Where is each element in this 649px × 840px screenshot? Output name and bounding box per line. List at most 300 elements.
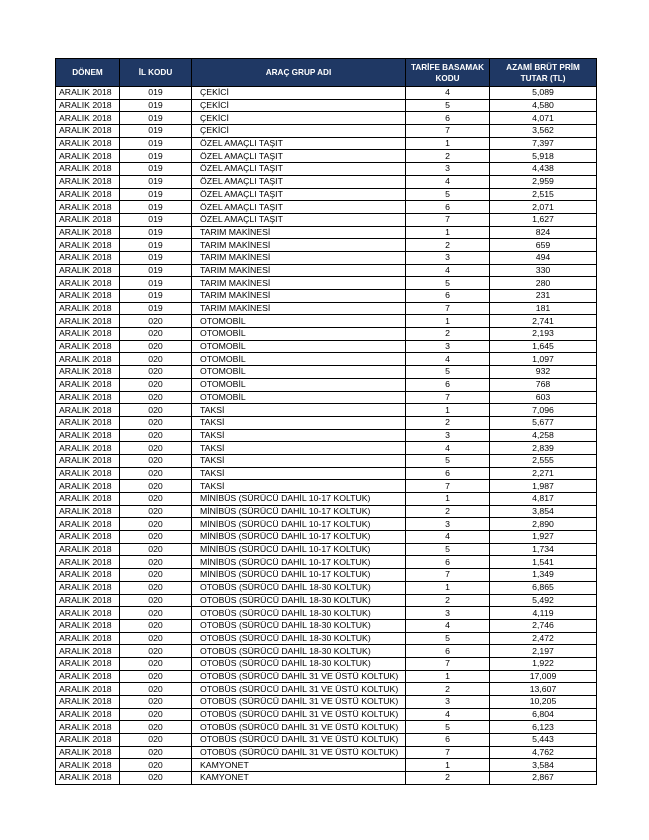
cell-il-kodu: 019 — [120, 239, 192, 252]
cell-tarife-basamak-kodu: 4 — [406, 264, 490, 277]
cell-tarife-basamak-kodu: 7 — [406, 480, 490, 493]
cell-azami-brut-prim-tutar: 603 — [490, 391, 597, 404]
cell-il-kodu: 020 — [120, 467, 192, 480]
cell-azami-brut-prim-tutar: 4,071 — [490, 112, 597, 125]
cell-azami-brut-prim-tutar: 5,918 — [490, 150, 597, 163]
cell-azami-brut-prim-tutar: 4,580 — [490, 99, 597, 112]
table-row — [56, 391, 597, 404]
table-row — [56, 670, 597, 683]
cell-arac-grup-adi: OTOBÜS (SÜRÜCÜ DAHİL 31 VE ÜSTÜ KOLTUK) — [192, 734, 406, 747]
table-row — [56, 429, 597, 442]
cell-donem: ARALIK 2018 — [56, 480, 120, 493]
cell-azami-brut-prim-tutar: 3,854 — [490, 505, 597, 518]
cell-donem: ARALIK 2018 — [56, 683, 120, 696]
cell-donem: ARALIK 2018 — [56, 112, 120, 125]
cell-il-kodu: 020 — [120, 454, 192, 467]
table-row — [56, 175, 597, 188]
cell-arac-grup-adi: TARIM MAKİNESİ — [192, 239, 406, 252]
cell-donem: ARALIK 2018 — [56, 569, 120, 582]
table-row — [56, 302, 597, 315]
cell-donem: ARALIK 2018 — [56, 493, 120, 506]
cell-il-kodu: 019 — [120, 188, 192, 201]
cell-donem: ARALIK 2018 — [56, 442, 120, 455]
cell-il-kodu: 020 — [120, 759, 192, 772]
cell-azami-brut-prim-tutar: 2,193 — [490, 328, 597, 341]
cell-donem: ARALIK 2018 — [56, 734, 120, 747]
table-row — [56, 657, 597, 670]
cell-arac-grup-adi: MİNİBÜS (SÜRÜCÜ DAHİL 10-17 KOLTUK) — [192, 569, 406, 582]
table-row — [56, 746, 597, 759]
cell-arac-grup-adi: OTOMOBİL — [192, 315, 406, 328]
cell-arac-grup-adi: ÖZEL AMAÇLI TAŞIT — [192, 137, 406, 150]
cell-azami-brut-prim-tutar: 2,959 — [490, 175, 597, 188]
cell-donem: ARALIK 2018 — [56, 670, 120, 683]
cell-il-kodu: 020 — [120, 378, 192, 391]
cell-azami-brut-prim-tutar: 2,197 — [490, 645, 597, 658]
cell-tarife-basamak-kodu: 2 — [406, 683, 490, 696]
cell-donem: ARALIK 2018 — [56, 315, 120, 328]
cell-tarife-basamak-kodu: 1 — [406, 315, 490, 328]
cell-tarife-basamak-kodu: 6 — [406, 201, 490, 214]
cell-donem: ARALIK 2018 — [56, 277, 120, 290]
cell-tarife-basamak-kodu: 7 — [406, 213, 490, 226]
cell-arac-grup-adi: OTOBÜS (SÜRÜCÜ DAHİL 31 VE ÜSTÜ KOLTUK) — [192, 746, 406, 759]
cell-tarife-basamak-kodu: 6 — [406, 734, 490, 747]
cell-arac-grup-adi: OTOBÜS (SÜRÜCÜ DAHİL 31 VE ÜSTÜ KOLTUK) — [192, 708, 406, 721]
cell-arac-grup-adi: TAKSİ — [192, 429, 406, 442]
cell-tarife-basamak-kodu: 5 — [406, 99, 490, 112]
cell-il-kodu: 019 — [120, 125, 192, 138]
cell-azami-brut-prim-tutar: 1,627 — [490, 213, 597, 226]
cell-tarife-basamak-kodu: 1 — [406, 670, 490, 683]
table-row — [56, 264, 597, 277]
cell-tarife-basamak-kodu: 2 — [406, 416, 490, 429]
cell-azami-brut-prim-tutar: 1,645 — [490, 340, 597, 353]
table-row — [56, 594, 597, 607]
cell-donem: ARALIK 2018 — [56, 505, 120, 518]
cell-tarife-basamak-kodu: 5 — [406, 366, 490, 379]
table-row — [56, 137, 597, 150]
cell-il-kodu: 020 — [120, 531, 192, 544]
table-row — [56, 543, 597, 556]
cell-azami-brut-prim-tutar: 6,123 — [490, 721, 597, 734]
cell-tarife-basamak-kodu: 3 — [406, 251, 490, 264]
cell-donem: ARALIK 2018 — [56, 213, 120, 226]
cell-tarife-basamak-kodu: 7 — [406, 302, 490, 315]
cell-azami-brut-prim-tutar: 1,541 — [490, 556, 597, 569]
cell-donem: ARALIK 2018 — [56, 99, 120, 112]
cell-azami-brut-prim-tutar: 5,089 — [490, 87, 597, 100]
cell-donem: ARALIK 2018 — [56, 391, 120, 404]
cell-il-kodu: 019 — [120, 112, 192, 125]
cell-donem: ARALIK 2018 — [56, 594, 120, 607]
cell-azami-brut-prim-tutar: 231 — [490, 290, 597, 303]
cell-tarife-basamak-kodu: 1 — [406, 226, 490, 239]
cell-donem: ARALIK 2018 — [56, 708, 120, 721]
cell-donem: ARALIK 2018 — [56, 163, 120, 176]
table-row — [56, 163, 597, 176]
table-row — [56, 353, 597, 366]
table-body — [56, 87, 597, 785]
cell-arac-grup-adi: TAKSİ — [192, 454, 406, 467]
cell-il-kodu: 019 — [120, 264, 192, 277]
header-arac-grup-adi: ARAÇ GRUP ADI — [192, 59, 406, 87]
cell-arac-grup-adi: ÖZEL AMAÇLI TAŞIT — [192, 213, 406, 226]
cell-azami-brut-prim-tutar: 330 — [490, 264, 597, 277]
table-row — [56, 340, 597, 353]
table-row — [56, 87, 597, 100]
cell-donem: ARALIK 2018 — [56, 239, 120, 252]
cell-il-kodu: 020 — [120, 607, 192, 620]
cell-donem: ARALIK 2018 — [56, 607, 120, 620]
cell-donem: ARALIK 2018 — [56, 518, 120, 531]
cell-azami-brut-prim-tutar: 2,472 — [490, 632, 597, 645]
cell-tarife-basamak-kodu: 2 — [406, 594, 490, 607]
cell-tarife-basamak-kodu: 5 — [406, 721, 490, 734]
table-row — [56, 734, 597, 747]
cell-arac-grup-adi: TAKSİ — [192, 442, 406, 455]
cell-donem: ARALIK 2018 — [56, 454, 120, 467]
cell-tarife-basamak-kodu: 3 — [406, 518, 490, 531]
cell-azami-brut-prim-tutar: 280 — [490, 277, 597, 290]
cell-arac-grup-adi: TARIM MAKİNESİ — [192, 277, 406, 290]
cell-tarife-basamak-kodu: 1 — [406, 493, 490, 506]
cell-azami-brut-prim-tutar: 181 — [490, 302, 597, 315]
cell-arac-grup-adi: TAKSİ — [192, 480, 406, 493]
cell-azami-brut-prim-tutar: 2,271 — [490, 467, 597, 480]
cell-arac-grup-adi: OTOBÜS (SÜRÜCÜ DAHİL 18-30 KOLTUK) — [192, 645, 406, 658]
table-row — [56, 150, 597, 163]
table-row — [56, 213, 597, 226]
table-row — [56, 251, 597, 264]
cell-arac-grup-adi: ÇEKİCİ — [192, 125, 406, 138]
cell-donem: ARALIK 2018 — [56, 696, 120, 709]
cell-tarife-basamak-kodu: 5 — [406, 188, 490, 201]
cell-arac-grup-adi: KAMYONET — [192, 759, 406, 772]
cell-arac-grup-adi: OTOBÜS (SÜRÜCÜ DAHİL 18-30 KOLTUK) — [192, 607, 406, 620]
table-row — [56, 480, 597, 493]
cell-azami-brut-prim-tutar: 17,009 — [490, 670, 597, 683]
table-row — [56, 366, 597, 379]
cell-azami-brut-prim-tutar: 4,438 — [490, 163, 597, 176]
cell-tarife-basamak-kodu: 7 — [406, 391, 490, 404]
cell-donem: ARALIK 2018 — [56, 378, 120, 391]
cell-donem: ARALIK 2018 — [56, 264, 120, 277]
cell-il-kodu: 020 — [120, 734, 192, 747]
cell-il-kodu: 020 — [120, 404, 192, 417]
cell-azami-brut-prim-tutar: 4,258 — [490, 429, 597, 442]
cell-azami-brut-prim-tutar: 5,443 — [490, 734, 597, 747]
cell-arac-grup-adi: OTOBÜS (SÜRÜCÜ DAHİL 31 VE ÜSTÜ KOLTUK) — [192, 696, 406, 709]
table-row — [56, 759, 597, 772]
cell-azami-brut-prim-tutar: 824 — [490, 226, 597, 239]
cell-arac-grup-adi: ÇEKİCİ — [192, 87, 406, 100]
cell-il-kodu: 020 — [120, 721, 192, 734]
table-row — [56, 493, 597, 506]
table-row — [56, 632, 597, 645]
cell-il-kodu: 020 — [120, 353, 192, 366]
cell-il-kodu: 020 — [120, 518, 192, 531]
cell-donem: ARALIK 2018 — [56, 429, 120, 442]
cell-donem: ARALIK 2018 — [56, 125, 120, 138]
table-row — [56, 226, 597, 239]
cell-donem: ARALIK 2018 — [56, 150, 120, 163]
cell-tarife-basamak-kodu: 3 — [406, 696, 490, 709]
cell-tarife-basamak-kodu: 5 — [406, 277, 490, 290]
cell-azami-brut-prim-tutar: 2,741 — [490, 315, 597, 328]
cell-donem: ARALIK 2018 — [56, 137, 120, 150]
cell-donem: ARALIK 2018 — [56, 467, 120, 480]
table-header-row — [56, 59, 597, 87]
table-row — [56, 201, 597, 214]
cell-tarife-basamak-kodu: 6 — [406, 467, 490, 480]
cell-il-kodu: 020 — [120, 391, 192, 404]
cell-tarife-basamak-kodu: 4 — [406, 175, 490, 188]
cell-tarife-basamak-kodu: 2 — [406, 772, 490, 785]
cell-tarife-basamak-kodu: 3 — [406, 340, 490, 353]
cell-donem: ARALIK 2018 — [56, 416, 120, 429]
table-row — [56, 581, 597, 594]
cell-azami-brut-prim-tutar: 4,762 — [490, 746, 597, 759]
table-row — [56, 467, 597, 480]
cell-arac-grup-adi: ÖZEL AMAÇLI TAŞIT — [192, 150, 406, 163]
cell-arac-grup-adi: OTOMOBİL — [192, 366, 406, 379]
header-donem: DÖNEM — [56, 59, 120, 87]
cell-donem: ARALIK 2018 — [56, 581, 120, 594]
cell-arac-grup-adi: OTOBÜS (SÜRÜCÜ DAHİL 18-30 KOLTUK) — [192, 581, 406, 594]
cell-azami-brut-prim-tutar: 13,607 — [490, 683, 597, 696]
table-row — [56, 239, 597, 252]
cell-il-kodu: 019 — [120, 137, 192, 150]
table-row — [56, 683, 597, 696]
table-row — [56, 442, 597, 455]
table-row — [56, 454, 597, 467]
cell-azami-brut-prim-tutar: 3,584 — [490, 759, 597, 772]
cell-tarife-basamak-kodu: 4 — [406, 619, 490, 632]
cell-donem: ARALIK 2018 — [56, 87, 120, 100]
cell-donem: ARALIK 2018 — [56, 226, 120, 239]
table-row — [56, 315, 597, 328]
cell-il-kodu: 019 — [120, 302, 192, 315]
tariff-table — [55, 58, 597, 785]
cell-arac-grup-adi: OTOBÜS (SÜRÜCÜ DAHİL 18-30 KOLTUK) — [192, 632, 406, 645]
cell-donem: ARALIK 2018 — [56, 543, 120, 556]
cell-azami-brut-prim-tutar: 1,734 — [490, 543, 597, 556]
cell-tarife-basamak-kodu: 1 — [406, 759, 490, 772]
table-row — [56, 619, 597, 632]
cell-tarife-basamak-kodu: 4 — [406, 87, 490, 100]
cell-il-kodu: 020 — [120, 569, 192, 582]
cell-tarife-basamak-kodu: 4 — [406, 353, 490, 366]
cell-il-kodu: 019 — [120, 251, 192, 264]
cell-donem: ARALIK 2018 — [56, 632, 120, 645]
cell-donem: ARALIK 2018 — [56, 619, 120, 632]
cell-azami-brut-prim-tutar: 6,804 — [490, 708, 597, 721]
cell-arac-grup-adi: TAKSİ — [192, 467, 406, 480]
cell-il-kodu: 020 — [120, 416, 192, 429]
table-row — [56, 125, 597, 138]
cell-arac-grup-adi: TARIM MAKİNESİ — [192, 251, 406, 264]
cell-il-kodu: 020 — [120, 619, 192, 632]
cell-arac-grup-adi: MİNİBÜS (SÜRÜCÜ DAHİL 10-17 KOLTUK) — [192, 556, 406, 569]
cell-il-kodu: 019 — [120, 175, 192, 188]
cell-tarife-basamak-kodu: 7 — [406, 657, 490, 670]
cell-il-kodu: 020 — [120, 645, 192, 658]
cell-azami-brut-prim-tutar: 3,562 — [490, 125, 597, 138]
cell-arac-grup-adi: ÇEKİCİ — [192, 99, 406, 112]
cell-il-kodu: 020 — [120, 670, 192, 683]
cell-azami-brut-prim-tutar: 5,677 — [490, 416, 597, 429]
cell-azami-brut-prim-tutar: 2,746 — [490, 619, 597, 632]
cell-tarife-basamak-kodu: 7 — [406, 569, 490, 582]
cell-tarife-basamak-kodu: 6 — [406, 378, 490, 391]
cell-arac-grup-adi: ÇEKİCİ — [192, 112, 406, 125]
cell-il-kodu: 020 — [120, 746, 192, 759]
cell-il-kodu: 020 — [120, 696, 192, 709]
header-il-kodu: İL KODU — [120, 59, 192, 87]
table-row — [56, 188, 597, 201]
cell-il-kodu: 019 — [120, 201, 192, 214]
cell-donem: ARALIK 2018 — [56, 175, 120, 188]
cell-arac-grup-adi: MİNİBÜS (SÜRÜCÜ DAHİL 10-17 KOLTUK) — [192, 493, 406, 506]
cell-azami-brut-prim-tutar: 7,096 — [490, 404, 597, 417]
cell-azami-brut-prim-tutar: 2,515 — [490, 188, 597, 201]
cell-il-kodu: 020 — [120, 505, 192, 518]
cell-arac-grup-adi: TARIM MAKİNESİ — [192, 302, 406, 315]
cell-tarife-basamak-kodu: 5 — [406, 543, 490, 556]
cell-donem: ARALIK 2018 — [56, 645, 120, 658]
table-row — [56, 505, 597, 518]
cell-il-kodu: 019 — [120, 277, 192, 290]
cell-arac-grup-adi: TARIM MAKİNESİ — [192, 264, 406, 277]
cell-il-kodu: 020 — [120, 315, 192, 328]
cell-azami-brut-prim-tutar: 10,205 — [490, 696, 597, 709]
cell-arac-grup-adi: OTOMOBİL — [192, 378, 406, 391]
table-row — [56, 277, 597, 290]
header-tarife-basamak-kodu: TARİFE BASAMAK KODU — [406, 59, 490, 87]
cell-arac-grup-adi: OTOMOBİL — [192, 353, 406, 366]
cell-tarife-basamak-kodu: 6 — [406, 112, 490, 125]
cell-il-kodu: 020 — [120, 594, 192, 607]
cell-il-kodu: 019 — [120, 87, 192, 100]
cell-tarife-basamak-kodu: 5 — [406, 632, 490, 645]
cell-tarife-basamak-kodu: 4 — [406, 442, 490, 455]
cell-azami-brut-prim-tutar: 6,865 — [490, 581, 597, 594]
cell-il-kodu: 020 — [120, 429, 192, 442]
cell-azami-brut-prim-tutar: 768 — [490, 378, 597, 391]
cell-tarife-basamak-kodu: 3 — [406, 607, 490, 620]
cell-donem: ARALIK 2018 — [56, 657, 120, 670]
cell-arac-grup-adi: ÖZEL AMAÇLI TAŞIT — [192, 163, 406, 176]
cell-tarife-basamak-kodu: 2 — [406, 239, 490, 252]
cell-arac-grup-adi: ÖZEL AMAÇLI TAŞIT — [192, 188, 406, 201]
cell-tarife-basamak-kodu: 3 — [406, 429, 490, 442]
cell-azami-brut-prim-tutar: 659 — [490, 239, 597, 252]
cell-azami-brut-prim-tutar: 2,555 — [490, 454, 597, 467]
cell-azami-brut-prim-tutar: 1,349 — [490, 569, 597, 582]
cell-tarife-basamak-kodu: 4 — [406, 531, 490, 544]
cell-tarife-basamak-kodu: 7 — [406, 125, 490, 138]
cell-azami-brut-prim-tutar: 2,867 — [490, 772, 597, 785]
cell-azami-brut-prim-tutar: 4,817 — [490, 493, 597, 506]
cell-il-kodu: 020 — [120, 493, 192, 506]
cell-azami-brut-prim-tutar: 4,119 — [490, 607, 597, 620]
cell-il-kodu: 019 — [120, 290, 192, 303]
cell-azami-brut-prim-tutar: 7,397 — [490, 137, 597, 150]
cell-tarife-basamak-kodu: 6 — [406, 290, 490, 303]
table-row — [56, 708, 597, 721]
cell-azami-brut-prim-tutar: 932 — [490, 366, 597, 379]
cell-donem: ARALIK 2018 — [56, 290, 120, 303]
cell-arac-grup-adi: ÖZEL AMAÇLI TAŞIT — [192, 175, 406, 188]
table-row — [56, 772, 597, 785]
cell-donem: ARALIK 2018 — [56, 556, 120, 569]
cell-tarife-basamak-kodu: 6 — [406, 556, 490, 569]
table-row — [56, 607, 597, 620]
cell-azami-brut-prim-tutar: 2,890 — [490, 518, 597, 531]
cell-arac-grup-adi: MİNİBÜS (SÜRÜCÜ DAHİL 10-17 KOLTUK) — [192, 518, 406, 531]
cell-donem: ARALIK 2018 — [56, 759, 120, 772]
cell-azami-brut-prim-tutar: 1,922 — [490, 657, 597, 670]
table-row — [56, 556, 597, 569]
table-row — [56, 696, 597, 709]
cell-arac-grup-adi: OTOBÜS (SÜRÜCÜ DAHİL 18-30 KOLTUK) — [192, 594, 406, 607]
cell-il-kodu: 019 — [120, 99, 192, 112]
cell-tarife-basamak-kodu: 2 — [406, 328, 490, 341]
cell-tarife-basamak-kodu: 3 — [406, 163, 490, 176]
table-row — [56, 99, 597, 112]
table-row — [56, 645, 597, 658]
cell-azami-brut-prim-tutar: 1,987 — [490, 480, 597, 493]
cell-arac-grup-adi: OTOMOBİL — [192, 391, 406, 404]
cell-il-kodu: 020 — [120, 543, 192, 556]
table-row — [56, 328, 597, 341]
cell-donem: ARALIK 2018 — [56, 404, 120, 417]
cell-tarife-basamak-kodu: 6 — [406, 645, 490, 658]
cell-arac-grup-adi: TARIM MAKİNESİ — [192, 226, 406, 239]
cell-azami-brut-prim-tutar: 5,492 — [490, 594, 597, 607]
table-row — [56, 378, 597, 391]
cell-il-kodu: 020 — [120, 366, 192, 379]
cell-il-kodu: 020 — [120, 328, 192, 341]
cell-arac-grup-adi: MİNİBÜS (SÜRÜCÜ DAHİL 10-17 KOLTUK) — [192, 531, 406, 544]
cell-arac-grup-adi: OTOBÜS (SÜRÜCÜ DAHİL 31 VE ÜSTÜ KOLTUK) — [192, 721, 406, 734]
cell-tarife-basamak-kodu: 2 — [406, 505, 490, 518]
cell-arac-grup-adi: OTOBÜS (SÜRÜCÜ DAHİL 31 VE ÜSTÜ KOLTUK) — [192, 683, 406, 696]
cell-il-kodu: 019 — [120, 150, 192, 163]
cell-arac-grup-adi: TAKSİ — [192, 416, 406, 429]
cell-donem: ARALIK 2018 — [56, 201, 120, 214]
cell-arac-grup-adi: OTOBÜS (SÜRÜCÜ DAHİL 18-30 KOLTUK) — [192, 657, 406, 670]
cell-tarife-basamak-kodu: 2 — [406, 150, 490, 163]
cell-il-kodu: 020 — [120, 683, 192, 696]
cell-il-kodu: 020 — [120, 772, 192, 785]
cell-arac-grup-adi: TAKSİ — [192, 404, 406, 417]
cell-azami-brut-prim-tutar: 2,071 — [490, 201, 597, 214]
cell-il-kodu: 020 — [120, 708, 192, 721]
cell-arac-grup-adi: ÖZEL AMAÇLI TAŞIT — [192, 201, 406, 214]
cell-donem: ARALIK 2018 — [56, 188, 120, 201]
cell-azami-brut-prim-tutar: 1,097 — [490, 353, 597, 366]
cell-donem: ARALIK 2018 — [56, 251, 120, 264]
cell-il-kodu: 020 — [120, 556, 192, 569]
table-row — [56, 518, 597, 531]
cell-tarife-basamak-kodu: 1 — [406, 581, 490, 594]
cell-il-kodu: 020 — [120, 581, 192, 594]
cell-il-kodu: 019 — [120, 213, 192, 226]
cell-donem: ARALIK 2018 — [56, 721, 120, 734]
cell-arac-grup-adi: OTOBÜS (SÜRÜCÜ DAHİL 31 VE ÜSTÜ KOLTUK) — [192, 670, 406, 683]
